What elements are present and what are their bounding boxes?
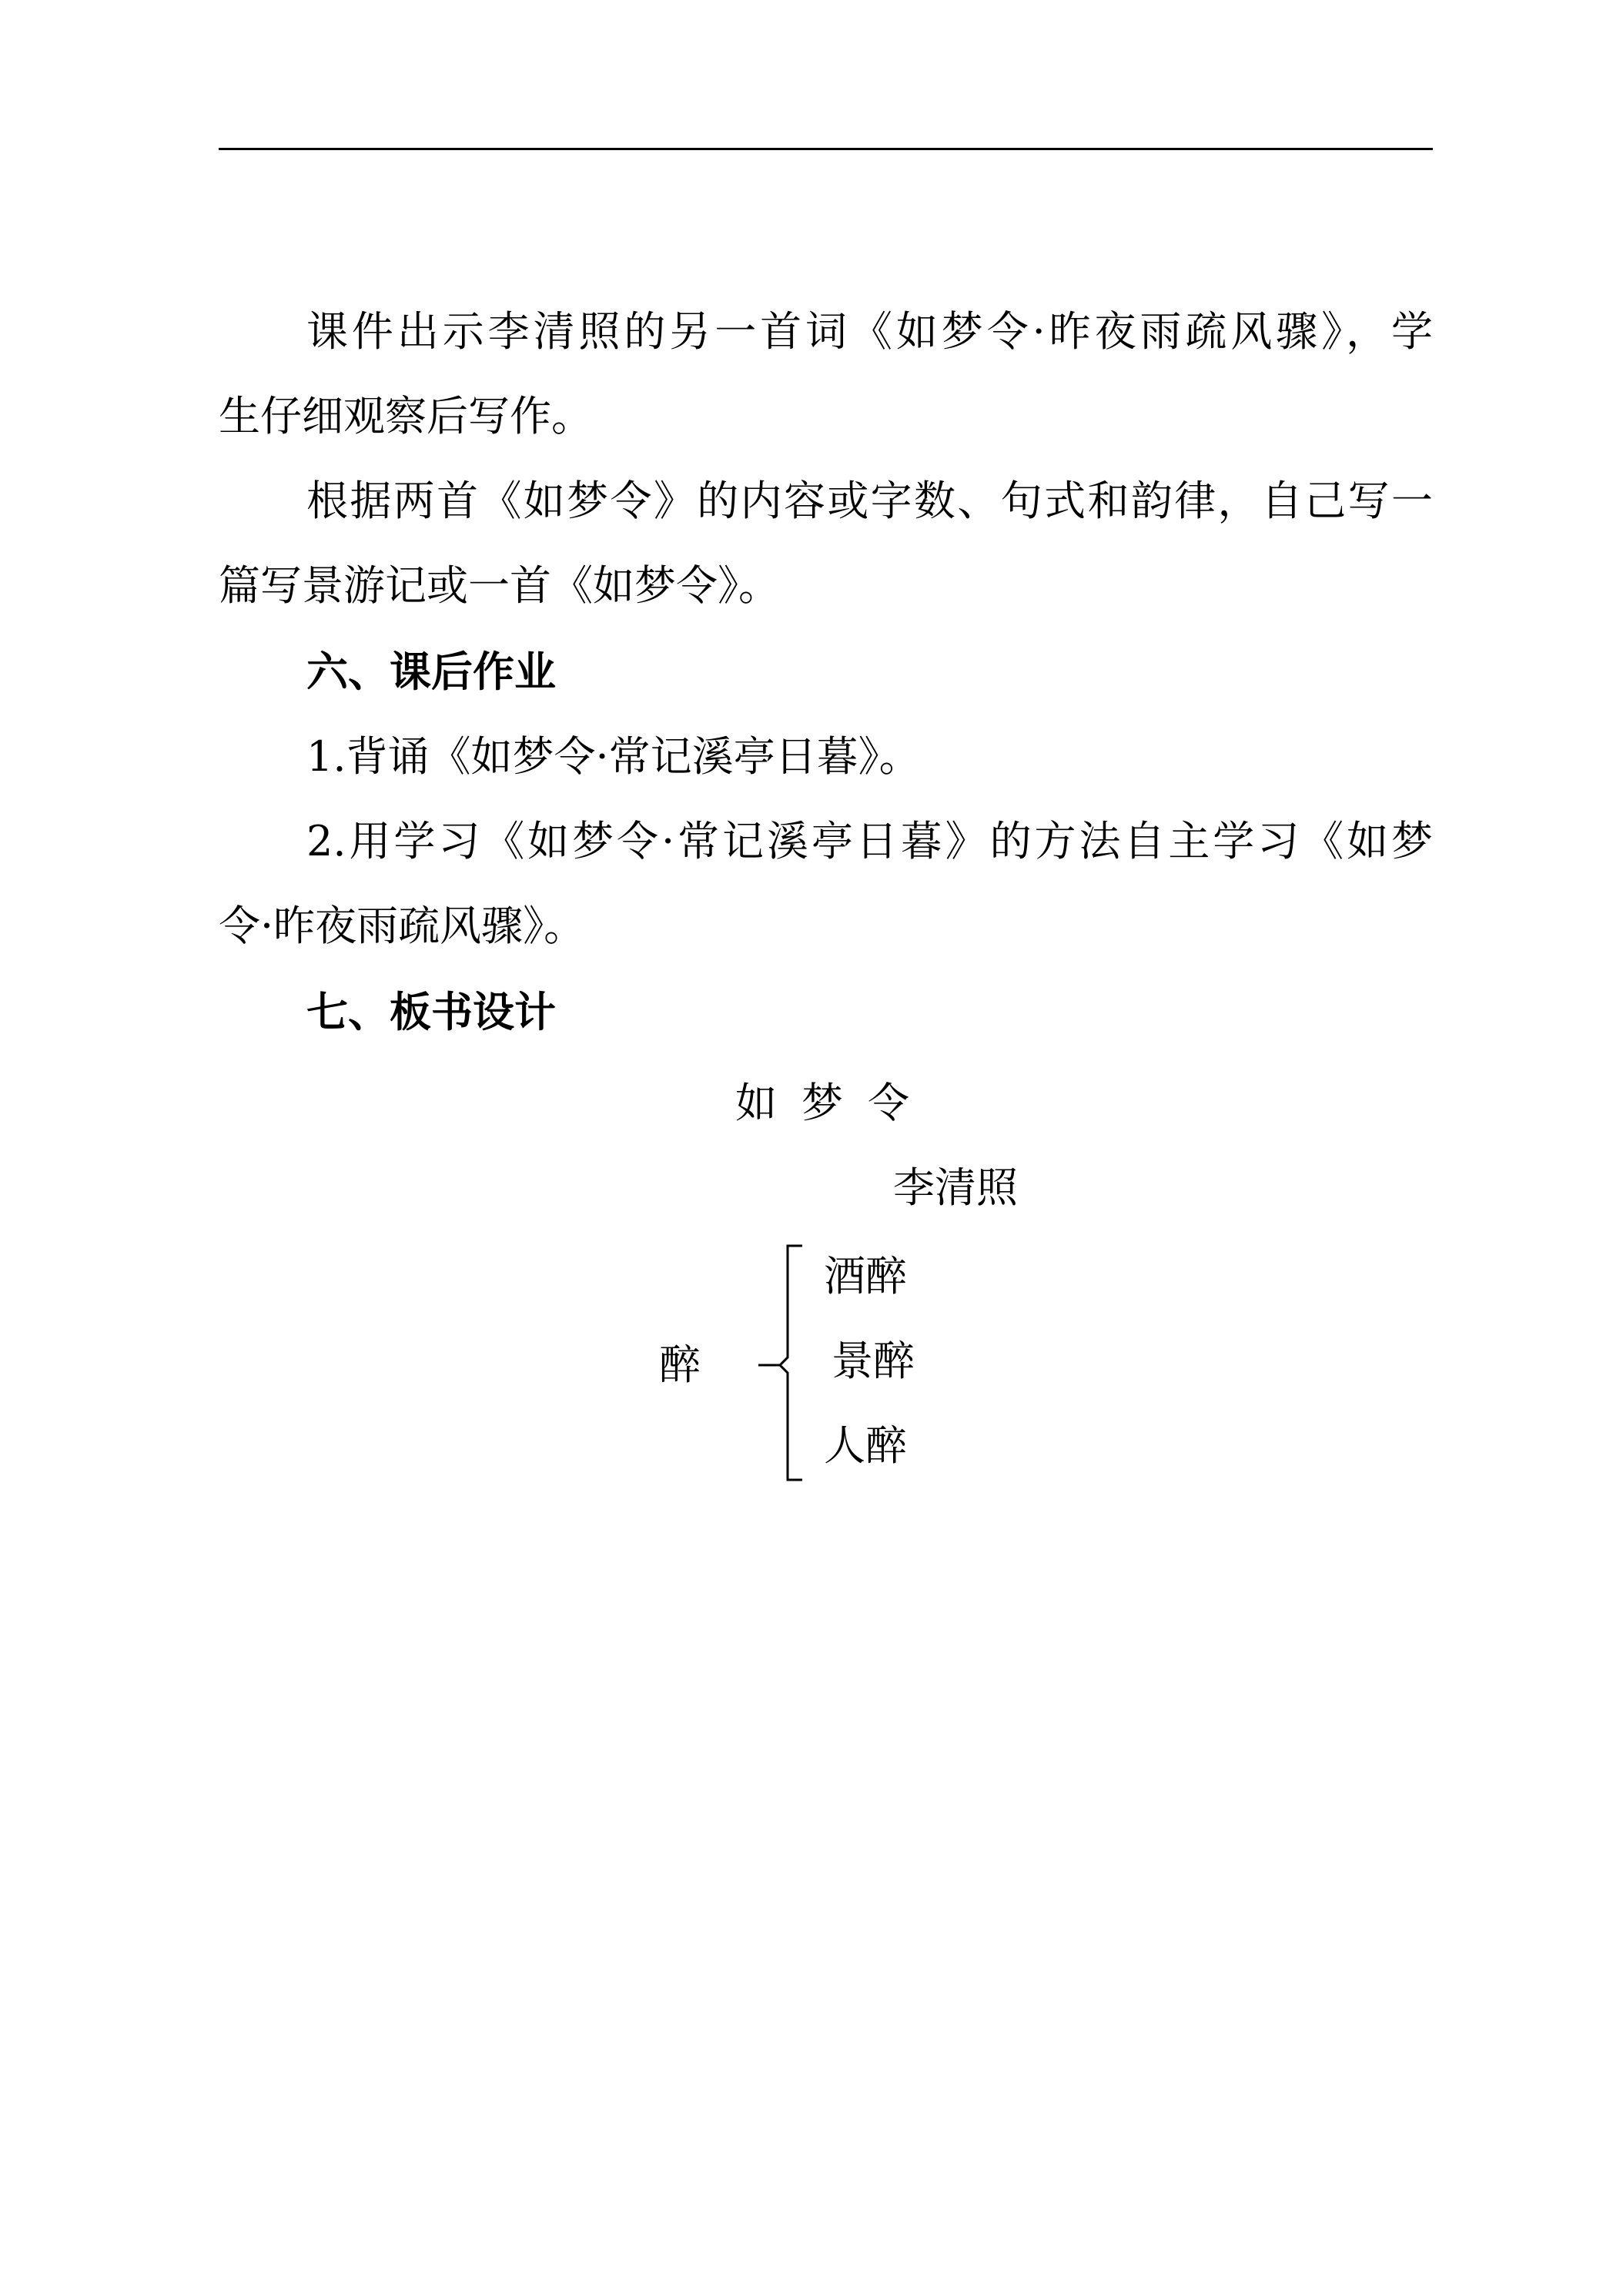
homework-heading: 六、课后作业 <box>306 648 556 696</box>
paragraph-1-line-2: 生仔细观察后写作。 <box>219 392 593 440</box>
board-title: 如梦令 <box>735 1079 934 1127</box>
homework-item-1: 1.背诵《如梦令·常记溪亭日暮》。 <box>306 732 921 781</box>
board-key-word: 醉 <box>659 1340 701 1389</box>
homework-item-2-line-1: 2.用学习《如梦令·常记溪亭日暮》的方法自主学习《如梦 <box>306 817 1433 865</box>
board-item-3: 人醉 <box>824 1421 907 1470</box>
board-item-1: 酒醉 <box>824 1252 907 1300</box>
header-rule <box>219 148 1433 150</box>
paragraph-2-line-1: 根据两首《如梦令》的内容或字数、句式和韵律，自己写一 <box>306 477 1433 525</box>
board-item-2: 景醉 <box>832 1337 915 1385</box>
homework-item-2-line-2: 令·昨夜雨疏风骤》。 <box>219 902 586 950</box>
bracket-icon <box>758 1243 805 1482</box>
paragraph-2-line-2: 篇写景游记或一首《如梦令》。 <box>219 561 780 610</box>
board-design-heading: 七、板书设计 <box>306 988 556 1036</box>
board-author: 李清照 <box>893 1163 1018 1212</box>
paragraph-1-line-1: 课件出示李清照的另一首词《如梦令·昨夜雨疏风骤》，学 <box>306 307 1433 356</box>
